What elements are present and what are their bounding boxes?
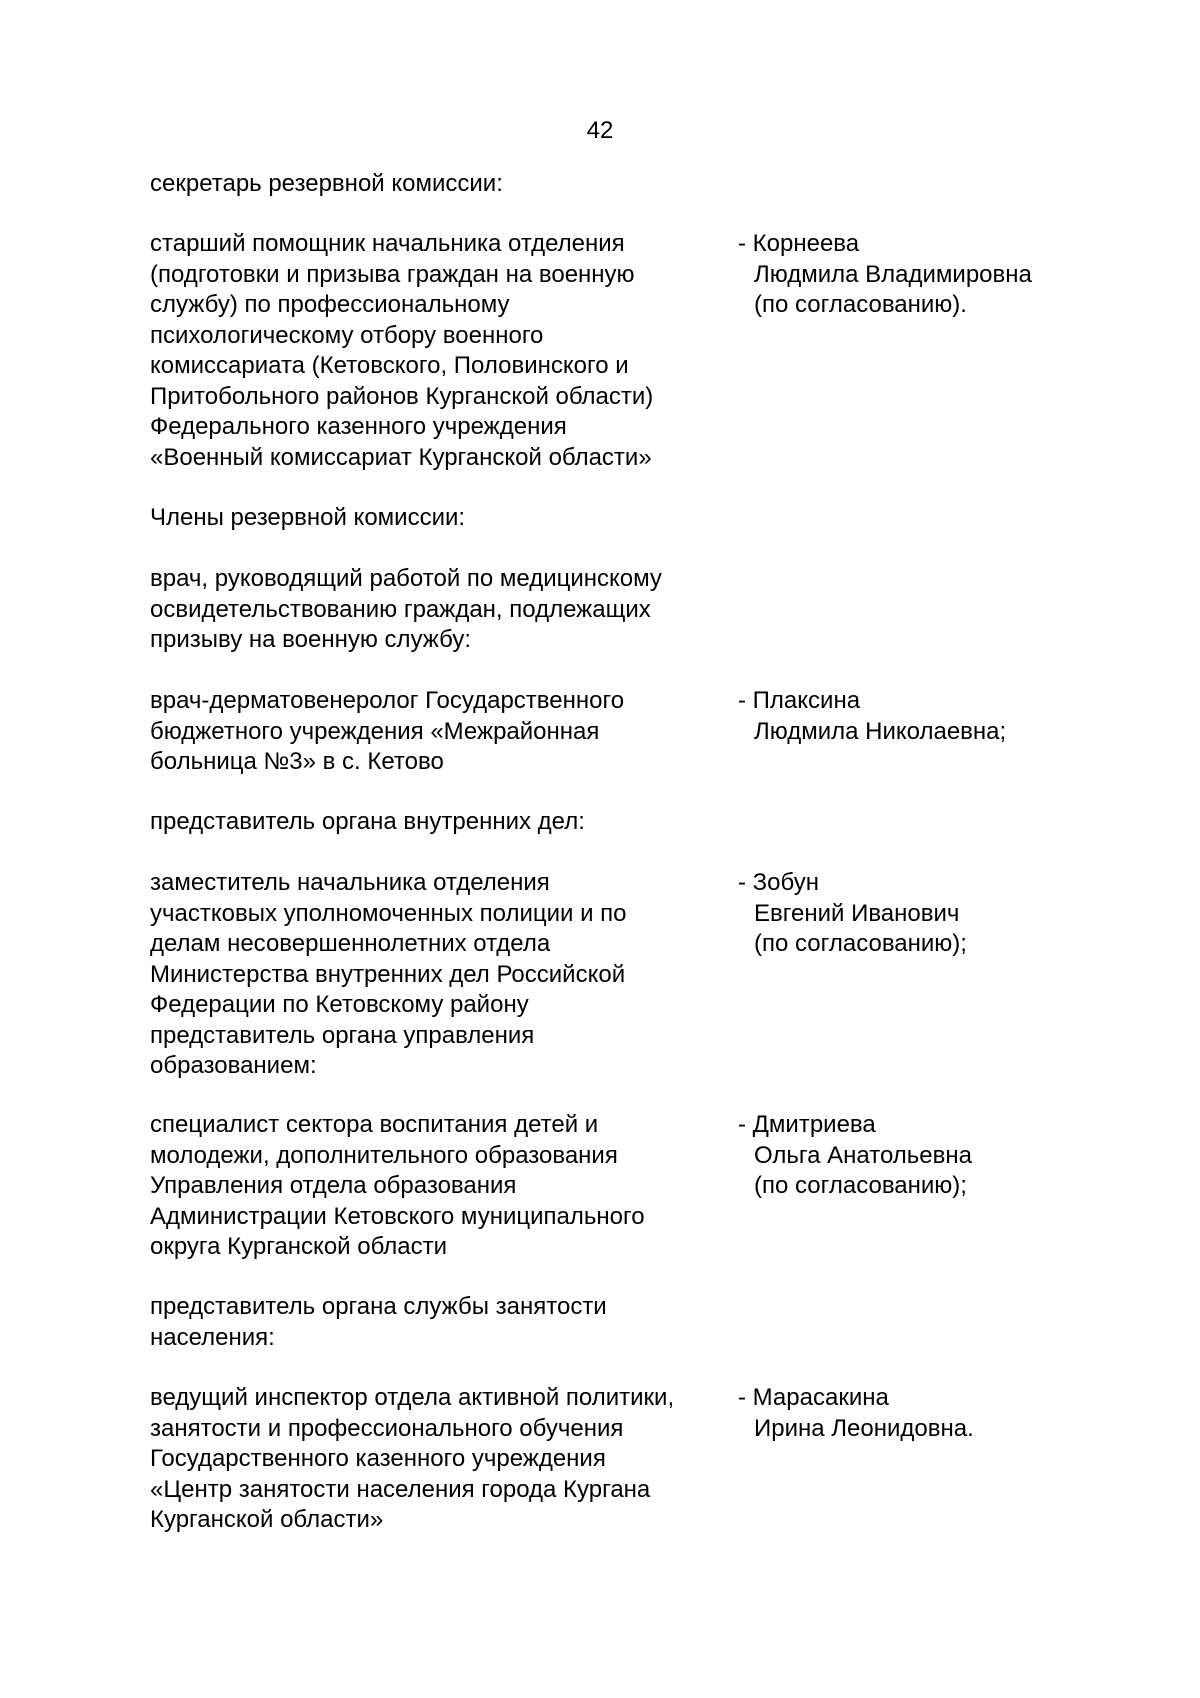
heading-members: Члены резервной комиссии: — [150, 504, 466, 531]
doctor-position: врач-дерматовенеролог Государственного бюджетного учреждения «Межрайонная больница №3» в с. Кетово — [150, 687, 625, 775]
heading-police: представитель органа внутренних дел: — [150, 808, 585, 835]
police-name: - Зобун Евгений Иванович (по согласованию); — [738, 869, 967, 957]
page-number: 42 — [586, 117, 614, 144]
secretary-name: - Корнеева Людмила Владимировна (по согласованию). — [738, 230, 1032, 318]
heading-employment: представитель органа службы занятости населения: — [150, 1293, 607, 1351]
employment-position: ведущий инспектор отдела активной политики, занятости и профессионального обучения Государственного казенного учреждения «Центр занятости населения города Кургана Курганской области» — [150, 1384, 675, 1533]
police-position: заместитель начальника отделения участковых уполномоченных полиции и по делам несовершеннолетних отдела Министерства внутренних дел Российской Федерации по Кетовскому району представитель органа управления образованием: — [150, 869, 627, 1079]
secretary-position: старший помощник начальника отделения (подготовки и призыва граждан на военную службу) по профессиональному психологическому отбору военного комиссариата (Кетовского, Половинского и Притобольного районов Курганской области) Федерального казенного учреждения «Военный комиссариат Курганской области» — [150, 230, 654, 471]
education-name: - Дмитриева Ольга Анатольевна (по согласованию); — [738, 1111, 972, 1199]
heading-doctor: врач, руководящий работой по медицинскому освидетельствованию граждан, подлежащих призыву на военную службу: — [150, 565, 662, 653]
doctor-name: - Плаксина Людмила Николаевна; — [738, 687, 1007, 745]
employment-name: - Марасакина Ирина Леонидовна. — [738, 1384, 974, 1442]
education-position: специалист сектора воспитания детей и молодежи, дополнительного образования Управления отдела образования Администрации Кетовского муниципального округа Курганской области — [150, 1111, 645, 1260]
heading-secretary: секретарь резервной комиссии: — [150, 170, 503, 197]
